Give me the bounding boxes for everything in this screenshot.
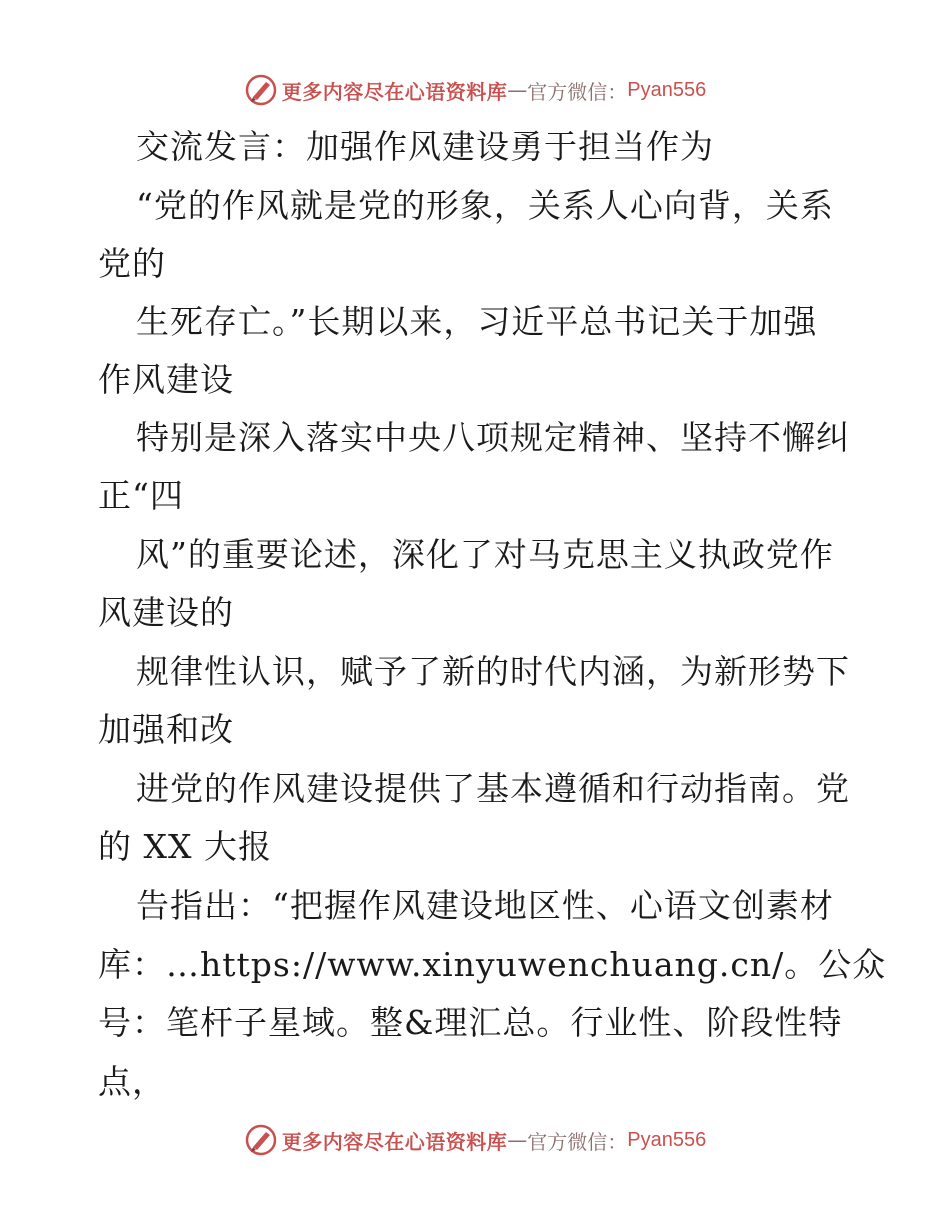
paragraph-line: 作风建设 <box>98 360 234 399</box>
paragraph-line: 特别是深入落实中央八项规定精神、坚持不懈纠 <box>136 418 850 457</box>
paragraph-line: 库：…https://www.xinyuwenchuang.cn/。公众 <box>98 945 887 984</box>
watermark-site-text: 更多内容尽在心语资料库 <box>281 1129 508 1154</box>
paragraph-line: 党的 <box>98 244 166 283</box>
watermark-dash: — <box>507 78 528 102</box>
watermark-dash: — <box>507 1128 528 1152</box>
paragraph-line: 生死存亡。”长期以来，习近平总书记关于加强 <box>136 302 818 341</box>
paragraph-line: 的 XX 大报 <box>98 827 272 866</box>
paragraph-line: 正“四 <box>98 476 184 515</box>
document-title: 交流发言：加强作风建设勇于担当作为 <box>136 127 714 166</box>
pen-logo-icon <box>244 1123 278 1157</box>
paragraph-line: 进党的作风建设提供了基本遵循和行动指南。党 <box>136 769 850 808</box>
paragraph-line: 告指出：“把握作风建设地区性、心语文创素材 <box>136 886 834 925</box>
watermark-footer <box>0 1120 950 1160</box>
paragraph-line: 加强和改 <box>98 710 234 749</box>
paragraph-line: “党的作风就是党的形象，关系人心向背，关系 <box>136 186 834 225</box>
watermark-wechat-id: Pyan556 <box>627 78 707 101</box>
paragraph-line: 号：笔杆子星域。整&理汇总。行业性、阶段性特 <box>98 1003 843 1042</box>
watermark-wechat-label: 官方微信： <box>527 1129 628 1154</box>
watermark-wechat-id: Pyan556 <box>627 1128 707 1151</box>
paragraph-line: 风”的重要论述，深化了对马克思主义执政党作 <box>136 535 834 574</box>
watermark-site-text: 更多内容尽在心语资料库 <box>281 79 508 104</box>
paragraph-line: 点， <box>98 1062 166 1101</box>
paragraph-line: 规律性认识，赋予了新的时代内涵，为新形势下 <box>136 652 850 691</box>
paragraph-line: 风建设的 <box>98 593 234 632</box>
watermark-wechat-label: 官方微信： <box>527 79 628 104</box>
